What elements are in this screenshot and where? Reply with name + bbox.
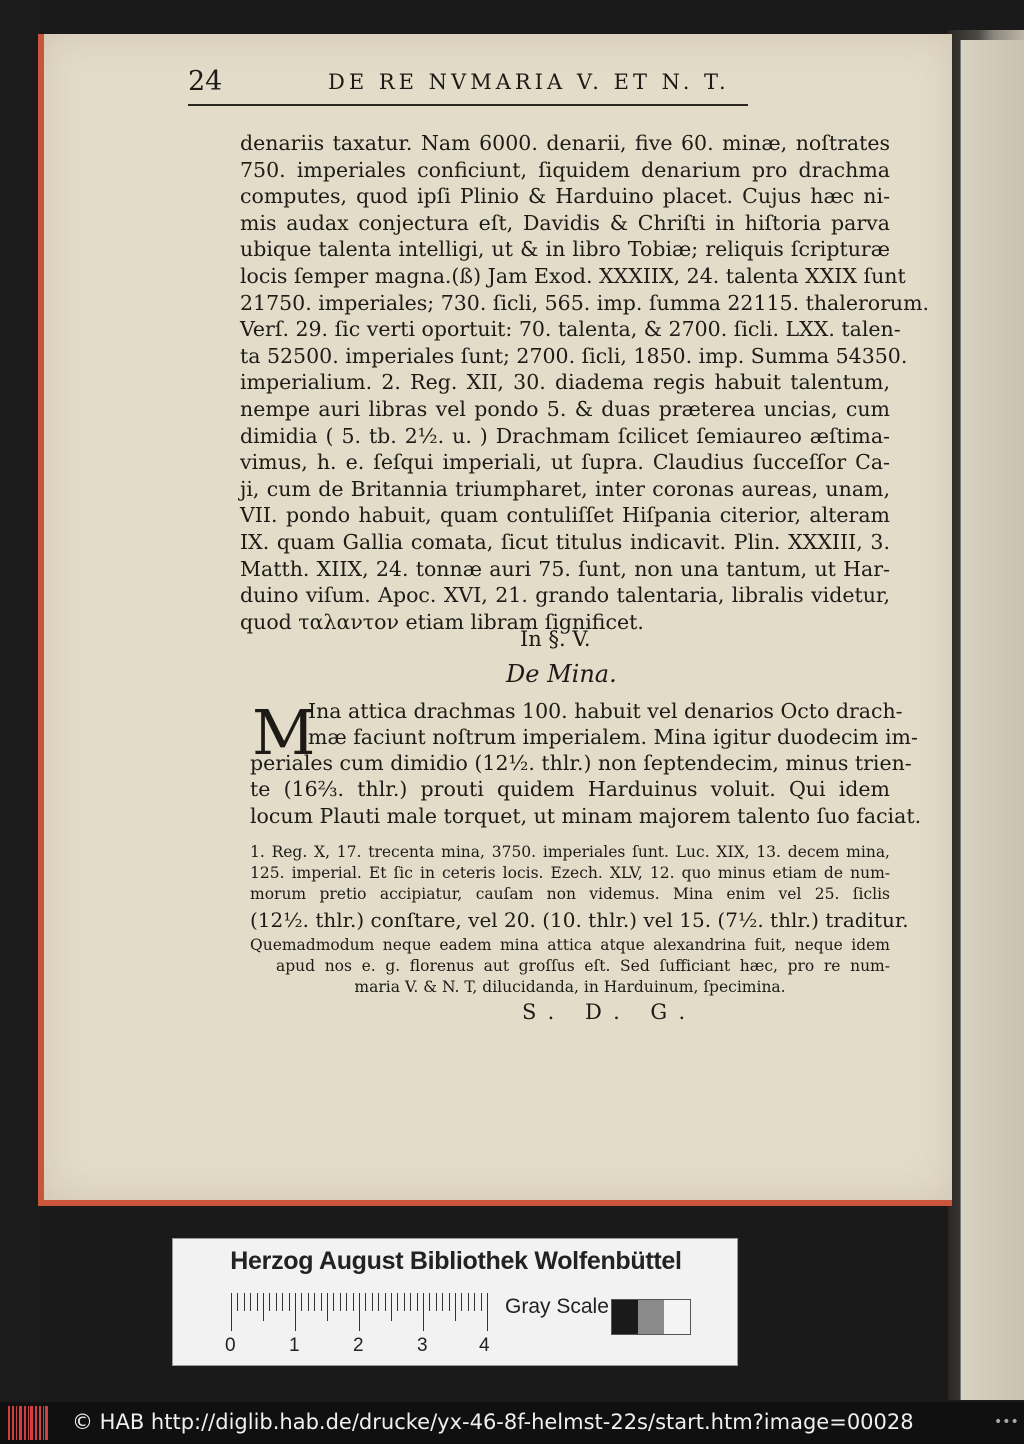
ruler-tick (346, 1293, 347, 1311)
ruler-tick (321, 1293, 322, 1311)
page-number: 24 (188, 66, 223, 97)
mina-line: mæ faciunt noſtrum imperialem. Mina igitur duodecim im- (308, 725, 918, 750)
ruler-number: 3 (417, 1335, 428, 1356)
gray-patch-light (664, 1300, 690, 1334)
body-line: IX. quam Gallia comata, ſicut titulus indicavit. Plin. XXXIII, 3. (240, 529, 890, 554)
footnote-block (250, 842, 909, 998)
ruler-tick (487, 1293, 488, 1331)
running-head (188, 64, 888, 100)
gray-scale-patches (611, 1299, 691, 1335)
body-line: 750. imperiales conficiunt, ſiquidem denarium pro drachma (240, 157, 890, 182)
ruler-tick (442, 1293, 443, 1311)
drop-capital: M (252, 696, 316, 769)
body-line: imperialium. 2. Reg. XII, 30. diadema regis habuit talentum, (240, 370, 890, 395)
ruler-tick (257, 1293, 258, 1311)
library-name: Herzog August Bibliothek Wolfenbüttel (230, 1247, 682, 1275)
ruler-number: 1 (289, 1335, 300, 1356)
ruler-tick (244, 1293, 245, 1311)
body-line: Verſ. 29. ſic verti oportuit: 70. talenta, & 2700. ſicli. LXX. talen- (240, 317, 901, 342)
footnote-line: 1. Reg. X, 17. trecenta mina, 3750. imperiales ſunt. Luc. XIX, 13. decem mina, (250, 843, 890, 861)
body-line: dimidia ( 5. tb. 2½. u. ) Drachmam ſcilicet ſemiaureo æſtima- (240, 423, 890, 448)
ruler-tick (474, 1293, 475, 1311)
more-options-icon[interactable]: ••• (994, 1414, 1019, 1430)
ruler-tick (327, 1293, 328, 1321)
left-margin-shadow (0, 0, 40, 1400)
ruler-tick (372, 1293, 373, 1311)
ruler-tick (308, 1293, 309, 1311)
mina-line: Ina attica drachmas 100. habuit vel denarios Octo drach- (308, 699, 903, 723)
ruler-tick (397, 1293, 398, 1311)
gray-patch-mid (638, 1300, 664, 1334)
ruler-tick (378, 1293, 379, 1311)
body-line: quod ταλαντον etiam libram ſignificet. (240, 609, 644, 634)
ruler-tick (461, 1293, 462, 1311)
body-line: Matth. XIIX, 24. tonnæ auri 75. ſunt, non una tantum, ut Har- (240, 556, 890, 581)
footnote-line: morum pretio accipiatur, cauſam non videmus. Mina enim vel 25. ſiclis (250, 885, 890, 903)
ruler-tick (429, 1293, 430, 1311)
gray-patch-dark (612, 1300, 638, 1334)
footnote-line: Quemadmodum neque eadem mina attica atque alexandrina fuit, neque idem (250, 936, 890, 954)
ruler-tick (353, 1293, 354, 1311)
body-line: vimus, h. e. ſeſqui imperiali, ut ſupra. Claudius ſucceſſor Ca- (240, 450, 890, 475)
footnote-line: 125. imperial. Et ſic in ceteris locis. Ezech. XLV, 12. quo minus etiam de num- (250, 864, 890, 882)
ruler-tick (391, 1293, 392, 1321)
body-line: ta 52500. imperiales ſunt; 2700. ſicli, 1850. imp. Summa 54350. (240, 343, 908, 368)
barcode-icon (8, 1406, 48, 1440)
section-reference: In §. V. (520, 627, 591, 651)
body-line: denariis taxatur. Nam 6000. denarii, five 60. minæ, noſtrates (240, 131, 890, 155)
mina-line: periales cum dimidio (12½. thlr.) non ſeptendecim, minus trien- (250, 751, 912, 775)
footnote-line: maria V. & N. T, dilucidanda, in Harduinum, ſpecimina. (354, 978, 786, 996)
ruler-tick (449, 1293, 450, 1311)
body-line: duino viſum. Apoc. XVI, 21. grando talentaria, libralis videtur, (240, 583, 890, 608)
ruler-number: 4 (479, 1335, 490, 1356)
ruler-tick (333, 1293, 334, 1311)
body-line: VII. pondo habuit, quam contuliſſet Hiſpania citerior, alteram (240, 503, 890, 528)
ruler-tick (231, 1293, 232, 1331)
ruler-tick (455, 1293, 456, 1321)
body-line: computes, quod ipſi Plinio & Harduino placet. Cujus hæc ni- (240, 184, 890, 209)
facing-page-edge (960, 40, 1024, 1400)
ruler-number: 0 (225, 1335, 236, 1356)
head-rule (188, 104, 748, 106)
ruler-tick (276, 1293, 277, 1311)
ruler-tick (359, 1293, 360, 1331)
ruler-tick (417, 1293, 418, 1311)
ruler-tick (237, 1293, 238, 1311)
ruler-tick (282, 1293, 283, 1311)
measurement-ruler (231, 1293, 493, 1331)
ruler-tick (269, 1293, 270, 1311)
ruler-tick (365, 1293, 366, 1311)
body-line: ubique talenta intelligi, ut & in libro Tobiæ; reliquis ſcripturæ (240, 237, 890, 262)
mina-line: locum Plauti male torquet, ut minam majorem talento ſuo faciat. (250, 803, 922, 828)
closing-signature: S. D. G. (522, 1000, 698, 1024)
running-title: DE RE NVMARIA V. ET N. T. (328, 70, 730, 94)
body-line: ji, cum de Britannia triumpharet, inter coronas aureas, unam, (240, 476, 890, 501)
ruler-tick (250, 1293, 251, 1311)
ruler-tick (481, 1293, 482, 1311)
ruler-tick (468, 1293, 469, 1311)
ruler-tick (340, 1293, 341, 1311)
source-link[interactable]: © HAB http://diglib.hab.de/drucke/yx-46-8f-helmst-22s/start.htm?image=00028 (72, 1410, 914, 1434)
body-line: 21750. imperiales; 730. ſicli, 565. imp. ſumma 22115. thalerorum. (240, 290, 930, 315)
ruler-tick (436, 1293, 437, 1311)
footnote-line: apud nos e. g. florenus aut groſſus eſt. Sed ſufficiant hæc, pro re num- (276, 957, 890, 975)
scale-card (172, 1238, 738, 1366)
body-line: locis ſemper magna.(ß) Jam Exod. XXXIIX, 24. talenta XXIX ſunt (240, 263, 906, 288)
body-line: mis audax conjectura eſt, Davidis & Chriſti in hiſtoria parva (240, 210, 890, 235)
ruler-number: 2 (353, 1335, 364, 1356)
ruler-tick (404, 1293, 405, 1311)
section-heading: De Mina. (506, 660, 617, 688)
mina-paragraph (308, 698, 918, 751)
footer-bar (0, 1402, 1024, 1444)
ruler-tick (289, 1293, 290, 1311)
mina-paragraph-cont (250, 750, 922, 829)
ruler-tick (263, 1293, 264, 1321)
body-text (240, 130, 930, 635)
mina-line: te (16⅔. thlr.) prouti quidem Harduinus voluit. Qui idem (250, 777, 890, 802)
gray-scale-label: Gray Scale (505, 1295, 609, 1318)
ruler-tick (314, 1293, 315, 1311)
ruler-tick (301, 1293, 302, 1311)
ruler-tick (423, 1293, 424, 1331)
ruler-tick (295, 1293, 296, 1331)
ruler-tick (410, 1293, 411, 1311)
ruler-tick (385, 1293, 386, 1311)
footnote-line: (12½. thlr.) conſtare, vel 20. (10. thlr.) vel 15. (7½. thlr.) traditur. (250, 908, 909, 932)
body-line: nempe auri libras vel pondo 5. & duas præterea uncias, cum (240, 396, 890, 421)
